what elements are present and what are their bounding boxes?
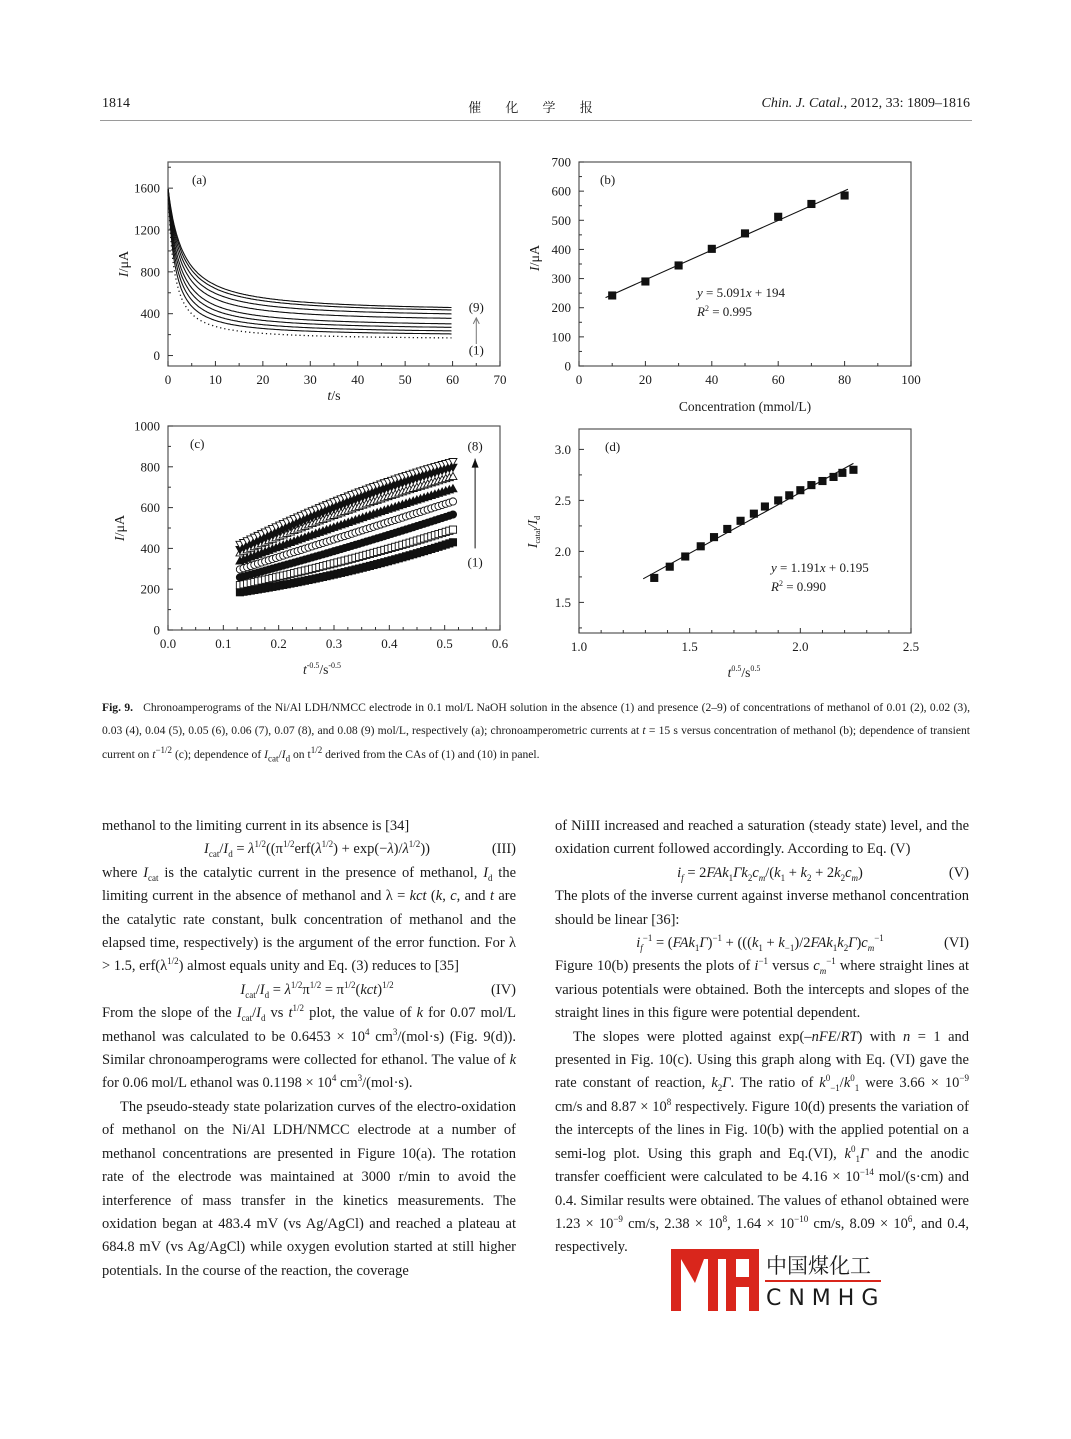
y-tick-label: 0 [564, 358, 571, 374]
equation-body: $I_{cat}/I_d = \lambda^{1/2}((\pi^{1/2}erf(\lambda^{1/2}) + \exp(-\lambda)/\lambda^{1/2}))$ [204, 839, 430, 860]
chart-panel-c [113, 419, 509, 678]
panel-label: (b) [600, 172, 616, 187]
series-annotation: (1) [467, 554, 483, 570]
page-number: 1814 [102, 96, 130, 111]
data-point-marker [666, 563, 673, 570]
y-tick-label: 0 [153, 348, 160, 364]
x-tick-label: 0.2 [270, 636, 287, 651]
figure-label: Fig. 9. [102, 701, 134, 714]
paragraph: where $I_{cat}$ is the catalytic current in the presence of methanol, $I_d$ the limiting current in the absence of methanol and λ = kct (k, c, and t are the catalytic rate constant, bulk concentration of methanol and the elapsed time, respectively) is the argument of the error function. For λ > 1.5, $erf(\lambda^{1/2})$ almost equals unity and Eq. (3) reduces to [35] [102, 864, 517, 975]
data-point-marker [737, 517, 744, 524]
equation-number: (IV) [491, 981, 516, 998]
data-point-marker [741, 230, 748, 237]
series-line [168, 189, 451, 323]
data-point-marker [697, 543, 704, 550]
y-tick-label: 2.5 [554, 492, 571, 508]
data-point-marker [750, 510, 757, 517]
panel-label: (d) [605, 439, 621, 454]
data-point-marker [710, 534, 717, 541]
equation-number: (V) [948, 864, 969, 881]
series-annotation: (8) [467, 438, 483, 454]
paragraph: of NiIII increased and reached a saturation (steady state) level, and the oxidation current followed accordingly. According to Eq. (V) [555, 818, 969, 858]
x-tick-label: 0.3 [325, 636, 343, 651]
y-tick-label: 300 [551, 271, 571, 287]
y-tick-label: 800 [140, 264, 160, 280]
watermark-chinese-text: 中国煤化工 [766, 1254, 871, 1278]
series-line [168, 189, 451, 310]
fit-r-squared: $R^2 = 0.995$ [697, 304, 753, 319]
paragraph: methanol to the limiting current in its absence is [34] [102, 818, 410, 834]
x-axis-label: Concentration (mmol/L) [678, 399, 812, 414]
equation-body: $I_{cat}/I_d = \lambda^{1/2}\pi^{1/2} = \pi^{1/2}(kct)^{1/2}$ [240, 980, 394, 1000]
x-tick-label: 10 [208, 372, 222, 387]
paragraph: The plots of the inverse current against inverse methanol concentration should be linear [36]: [555, 888, 969, 928]
chart-panel-b [528, 155, 921, 415]
x-tick-label: 2.5 [902, 639, 920, 654]
data-point-marker [761, 503, 768, 510]
paragraph: Figure 10(b) presents the plots of $i^{-1}$ versus $c_m^{-1}$ where straight lines at various potentials were obtained. Both the intercepts and slopes of the straight lines in this figure were potential dependent. [555, 956, 969, 1022]
data-point-marker [830, 473, 837, 480]
y-tick-label: 1600 [134, 180, 160, 196]
data-point-marker [808, 482, 815, 489]
y-axis-label: $I_{catal}/I_d$ [526, 515, 542, 549]
cnmhg-watermark-logo [668, 1247, 884, 1311]
data-point-marker [675, 262, 682, 269]
figure-caption: Fig. 9. Chronoamperograms of the Ni/Al LDH/NMCC electrode in 0.1 mol/L NaOH solution in the absence (1) and presence (2–9) of concentrations of methanol of 0.01 (2), 0.02 (3), 0.03 (4), 0.04 (5), 0.05 (6), 0.06 (7), 0.07 (8), and 0.08 (9) mol/L, respectively (a); chronoamperometric currents at t = 15 s versus concentration of methanol (b); dependence of transient current on $t^{-1/2}$ (c); dependence of $I_{cat}/I_d$ on $t^{1/2}$ derived from the CAs of (1) and (10) in panel. [102, 701, 971, 763]
figure-9 [0, 0, 1071, 690]
data-point-marker [682, 553, 689, 560]
data-point-marker [797, 487, 804, 494]
y-tick-label: 600 [140, 500, 160, 516]
x-tick-label: 0 [164, 372, 172, 387]
data-point-marker [775, 213, 782, 220]
y-tick-label: 200 [551, 300, 571, 316]
series-line [168, 191, 451, 338]
x-tick-label: 1.0 [570, 639, 588, 654]
chart-panel-a [117, 162, 507, 404]
series-line [168, 190, 451, 334]
x-tick-label: 20 [256, 372, 270, 387]
x-tick-label: 0 [575, 372, 583, 387]
x-tick-label: 30 [303, 372, 317, 387]
y-axis-label: I/μA [113, 514, 128, 542]
data-point-marker [850, 466, 857, 473]
data-point-marker [819, 477, 826, 484]
equation-number: (III) [491, 841, 516, 858]
watermark-rule [765, 1280, 881, 1282]
x-tick-label: 60 [446, 372, 460, 387]
y-tick-label: 800 [140, 459, 160, 475]
data-point-marker [786, 492, 793, 499]
x-axis-label: $t^{-0.5}/s^{-0.5}$ [302, 661, 342, 677]
x-tick-label: 0.1 [215, 636, 232, 651]
panel-label: (a) [192, 172, 207, 187]
x-tick-label: 40 [705, 372, 719, 387]
y-tick-label: 0 [153, 622, 160, 638]
paragraph: The slopes were plotted against exp(–nFE/RT) with n = 1 and presented in Fig. 10(c). Using this graph along with Eq. (VI) gave the rate constant of reaction, $k_2\Gamma$. The ratio of $k^0_{-1}/k^0_1$ were $3.66 \times 10^{-9}$ cm/s and $8.87 \times 10^8$ respectively. Figure 10(d) presents the variation of the intercepts of the lines in Fig. 10(b) with the applied potential on a semi-log plot. Using this graph and Eq.(VI), $k^0_1\Gamma$ and the anodic transfer coefficient were calculated to be $4.16 \times 10^{-14}$ mol/(s·cm) and 0.4. Similar results were obtained. The values of ethanol obtained were $1.23 \times 10^{-9}$ cm/s, $2.38 \times 10^8$, $1.64 \times 10^{-10}$ cm/s, $8.09 \times 10^6$, and 0.4, respectively. [555, 1028, 969, 1256]
data-point-marker [841, 192, 848, 199]
plot-frame [579, 429, 911, 633]
equation-number: (VI) [944, 935, 969, 952]
y-axis-label: I/μA [528, 244, 543, 272]
x-axis-label: $t^{0.5}/s^{0.5}$ [727, 664, 761, 680]
x-tick-label: 80 [838, 372, 852, 387]
x-tick-label: 1.5 [681, 639, 698, 654]
data-point-marker [609, 292, 616, 299]
x-tick-label: 0.0 [159, 636, 177, 651]
paragraph: From the slope of the $I_{cat}/I_d$ vs $t^{1/2}$ plot, the value of k for 0.07 mol/L methanol was calculated to be $0.6453 \times 10^4$ $cm^3/(mol\cdot s)$ (Fig. 9(d)). Similar chronoamperograms were collected for ethanol. The value of k for 0.06 mol/L ethanol was $0.1198 \times 10^4$ $cm^3/(mol\cdot s)$. [102, 1003, 516, 1092]
panel-label: (c) [190, 436, 205, 451]
data-point-marker [449, 511, 456, 518]
data-point-marker [839, 469, 846, 476]
y-tick-label: 400 [551, 241, 571, 257]
data-point-marker [449, 498, 456, 505]
data-point-marker [808, 200, 815, 207]
y-axis-label: I/μA [117, 250, 132, 278]
journal-name-chinese: 催 化 学 报 [468, 101, 603, 116]
equation-iii [102, 838, 516, 861]
equation-v [555, 862, 969, 885]
fit-equation: y = 1.191x + 0.195 [771, 560, 869, 575]
data-point-marker [708, 245, 715, 252]
equation-vi [555, 932, 969, 955]
x-tick-label: 0.6 [491, 636, 509, 651]
x-tick-label: 20 [638, 372, 652, 387]
series-line [168, 189, 451, 308]
data-point-marker [651, 574, 658, 581]
y-tick-label: 1000 [134, 418, 160, 434]
paragraph: The pseudo-steady state polarization curves of the electro-oxidation of methanol on the Ni/Al LDH/NMCC electrode at a number of methanol concentrations are presented in Figure 10(a). The rotation rate of the electrode was maintained at 3000 r/min to avoid the interference of mass transfer in the kinetics measurements. The oxidation began at 483.4 mV (vs Ag/AgCl) and reached a plateau at 684.8 mV (vs Ag/AgCl) while oxygen evolution started at still higher potentials. In the course of the reaction, the coverage [102, 1098, 516, 1279]
equation-body: $i_f = 2FAk_1\Gamma k_2c_m/(k_1 + k_2 + 2k_2c_m)$ [677, 864, 863, 883]
series-annotation: (9) [468, 299, 484, 315]
fit-r-squared: $R^2 = 0.990$ [771, 579, 827, 594]
x-tick-label: 2.0 [792, 639, 809, 654]
y-tick-label: 500 [551, 212, 571, 228]
y-tick-label: 400 [140, 540, 160, 556]
y-tick-label: 2.0 [554, 543, 571, 559]
data-point-marker [449, 526, 456, 533]
x-tick-label: 0.5 [436, 636, 453, 651]
series-annotation: (1) [468, 342, 484, 358]
data-point-marker [449, 539, 456, 546]
y-tick-label: 100 [551, 329, 571, 345]
series-line [168, 189, 451, 318]
y-tick-label: 700 [551, 154, 571, 170]
citation-journal: Chin. J. Catal. [761, 96, 844, 111]
x-axis-label: t/s [327, 389, 341, 404]
y-tick-label: 400 [140, 306, 160, 322]
fit-equation: y = 5.091x + 194 [697, 285, 785, 300]
chart-panel-d [526, 429, 919, 680]
equation-body: $i_f^{-1} = (FAk_1\Gamma)^{-1} + (((k_1 + k_{-1})/2FAk_1k_2\Gamma)c_m^{-1}$ [636, 933, 884, 953]
y-tick-label: 200 [140, 581, 160, 597]
plot-frame [579, 162, 911, 366]
plot-frame [168, 162, 500, 366]
x-tick-label: 40 [351, 372, 365, 387]
y-tick-label: 1200 [134, 222, 160, 238]
body-column-right [555, 815, 969, 1260]
series-line [168, 189, 451, 314]
equation-iv [102, 979, 516, 1002]
y-tick-label: 3.0 [554, 441, 571, 457]
data-point-marker [724, 525, 731, 532]
citation-volume-pages: , 2012, 33: 1809–1816 [843, 96, 970, 111]
body-column-left [102, 815, 516, 1283]
x-tick-label: 60 [771, 372, 785, 387]
x-tick-label: 100 [901, 372, 921, 387]
data-point-marker [775, 497, 782, 504]
watermark-english-text: C N M H G [766, 1286, 879, 1311]
data-point-marker [642, 278, 649, 285]
y-tick-label: 600 [551, 183, 571, 199]
y-tick-label: 1.5 [554, 594, 571, 610]
x-tick-label: 70 [493, 372, 507, 387]
x-tick-label: 50 [398, 372, 412, 387]
x-tick-label: 0.4 [381, 636, 398, 651]
